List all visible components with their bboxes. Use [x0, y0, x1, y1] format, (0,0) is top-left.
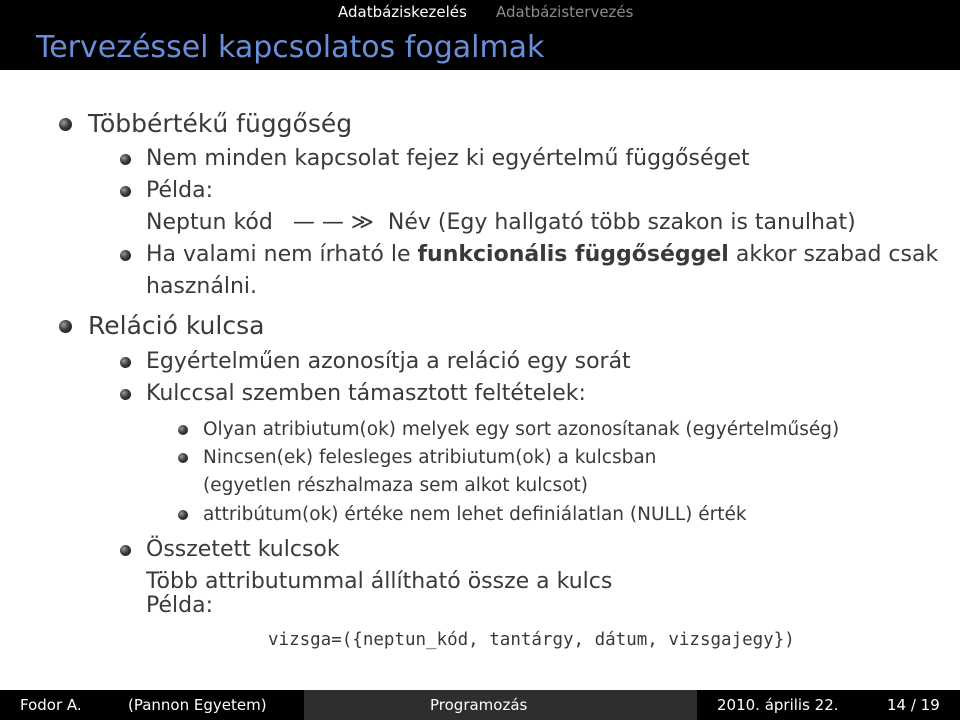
- bullet-ball-icon: [178, 453, 188, 463]
- bullet-ball-icon: [120, 154, 131, 165]
- nav-section-adatbaziskezeles[interactable]: Adatbáziskezelés: [338, 3, 467, 21]
- bullet-ball-icon: [120, 186, 131, 197]
- sub-item-continuation: Példa:: [146, 593, 213, 618]
- footer-author: Fodor A.: [20, 696, 82, 714]
- sub-item-text: Kulccsal szemben támasztott feltételek:: [146, 381, 586, 406]
- example-line: [146, 210, 856, 236]
- bold-term: funkcionális függőséggel: [417, 242, 729, 267]
- sub-sub-item-text: Nincsen(ek) felesleges atribiutum(ok) a kulcsban: [203, 447, 657, 468]
- bullet-ball-icon: [120, 357, 131, 368]
- bullet-ball-icon: [120, 389, 131, 400]
- multivalued-arrow-icon: — — ≫: [292, 210, 374, 235]
- sub-sub-item-continuation: (egyetlen részhalmaza sem alkot kulcsot): [203, 475, 588, 496]
- sub-item-continuation: használni.: [146, 274, 258, 299]
- nav-section-adatbazistervezes[interactable]: Adatbázistervezés: [496, 3, 634, 21]
- sub-item-continuation: Több attributummal állítható össze a kulcs: [146, 569, 613, 594]
- item-relacio-kulcsa: Reláció kulcsa: [88, 311, 265, 340]
- bullet-ball-icon: [178, 425, 188, 435]
- footer-page-number: 14 / 19: [887, 696, 940, 714]
- sub-sub-item-text: Olyan atribiutum(ok) melyek egy sort azonosítanak (egyértelműség): [203, 419, 840, 440]
- sub-item-text: [146, 242, 938, 268]
- frame-title: Tervezéssel kapcsolatos fogalmak: [36, 30, 545, 65]
- sub-item-text: Egyértelműen azonosítja a reláció egy sorát: [146, 349, 631, 374]
- sub-item-text-post: akkor szabad csak: [728, 242, 939, 267]
- example-nev: Név (Egy hallgató több szakon is tanulhat): [387, 210, 856, 235]
- sub-item-text: Összetett kulcsok: [146, 537, 340, 562]
- bullet-ball-icon: [59, 118, 72, 131]
- sub-item-text: Nem minden kapcsolat fejez ki egyértelmű függőséget: [146, 146, 750, 171]
- example-neptun-kod: Neptun kód: [146, 210, 273, 235]
- bullet-ball-icon: [120, 545, 131, 556]
- footer-date-box: [697, 690, 960, 720]
- footer-date: 2010. április 22.: [717, 696, 839, 714]
- bullet-ball-icon: [120, 250, 131, 261]
- bullet-ball-icon: [59, 320, 72, 333]
- sub-item-text: Példa:: [146, 178, 213, 203]
- item-tobbertek-fuggoseg: Többértékű függőség: [88, 109, 353, 138]
- footer-author-box: [0, 690, 304, 720]
- sub-sub-item-text: attribútum(ok) értéke nem lehet definiálatlan (NULL) érték: [203, 504, 747, 525]
- footer-title-box: [304, 690, 697, 720]
- code-example: vizsga=({neptun_kód, tantárgy, dátum, vizsgajegy}): [268, 630, 795, 650]
- footer-short-title: Programozás: [430, 696, 528, 714]
- footer-bar: [0, 690, 960, 720]
- bullet-ball-icon: [178, 510, 188, 520]
- sub-item-text-pre: Ha valami nem írható le: [146, 242, 418, 267]
- footer-institute: (Pannon Egyetem): [128, 696, 267, 714]
